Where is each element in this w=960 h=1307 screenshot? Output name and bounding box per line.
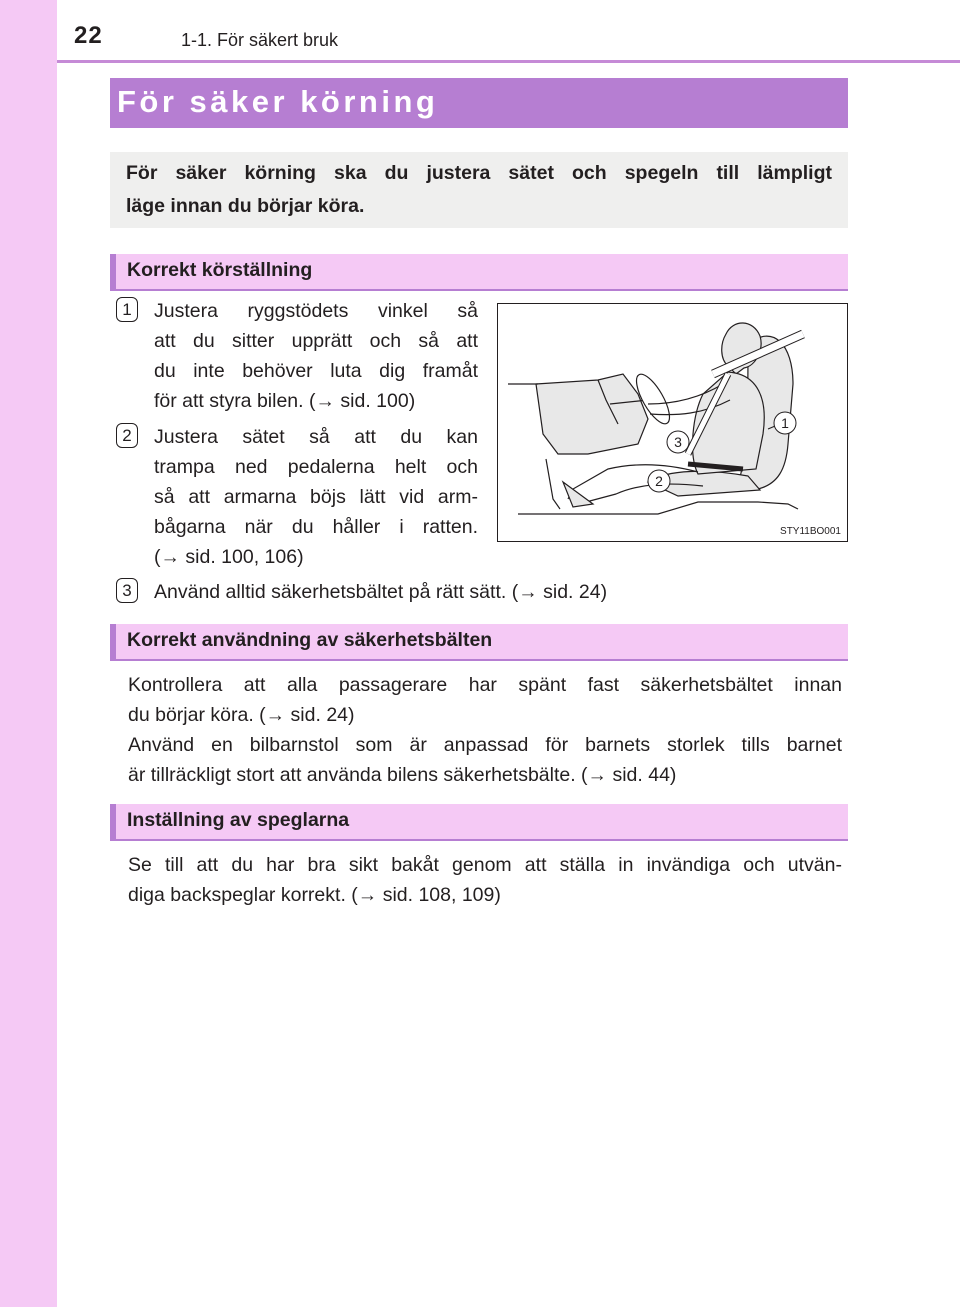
item-line: (→ sid. 100, 106) bbox=[154, 546, 304, 568]
paragraph-line: diga backspeglar korrekt. (→ sid. 108, 109) bbox=[128, 884, 501, 906]
subheading-marker bbox=[110, 254, 116, 291]
item-1-text bbox=[154, 296, 478, 416]
header-divider bbox=[57, 60, 960, 63]
section-label: 1-1. För säkert bruk bbox=[181, 30, 339, 50]
paragraph-line: Kontrollera att alla passagerare har spänt fast säkerhetsbältet innan bbox=[128, 674, 842, 696]
subheading-seatbelt-usage bbox=[110, 624, 848, 661]
item-line: Justera sätet så att du kan bbox=[154, 426, 478, 448]
subheading-marker bbox=[110, 624, 116, 661]
item-number-badge: 2 bbox=[116, 423, 138, 448]
item-line: för att styra bilen. (→ sid. 100) bbox=[154, 390, 416, 412]
illustration-code: STY11BO001 bbox=[780, 526, 841, 537]
item-line: att du sitter upprätt och så att bbox=[154, 330, 478, 352]
paragraph-line: Använd en bilbarnstol som är anpassad för barnets storlek tills barnet bbox=[128, 734, 842, 756]
driver-seat-drawing bbox=[498, 304, 847, 541]
subheading-text: Korrekt körställning bbox=[127, 259, 313, 281]
callout-1-label: 1 bbox=[781, 415, 789, 431]
page-title: För säker körning bbox=[117, 84, 439, 119]
subheading-mirror-adjustment bbox=[110, 804, 848, 841]
intro-line: läge innan du börjar köra. bbox=[126, 195, 365, 217]
item-number-badge: 1 bbox=[116, 297, 138, 322]
subheading-text: Korrekt användning av säkerhetsbälten bbox=[127, 629, 493, 651]
item-line: du inte behöver luta dig framåt bbox=[154, 360, 478, 382]
item-line: Justera ryggstödets vinkel så bbox=[154, 300, 478, 322]
item-3-text: Använd alltid säkerhetsbältet på rätt sätt. (→ sid. 24) bbox=[154, 581, 608, 603]
paragraph-line: är tillräckligt stort att använda bilens säkerhetsbälte. (→ sid. 44) bbox=[128, 764, 677, 786]
seatbelt-paragraph bbox=[128, 670, 842, 790]
paragraph-line: du börjar köra. (→ sid. 24) bbox=[128, 704, 355, 726]
paragraph-line: Se till att du har bra sikt bakåt genom att ställa in invändiga och utvän- bbox=[128, 854, 842, 876]
item-2-text bbox=[154, 422, 478, 572]
mirror-paragraph bbox=[128, 850, 842, 910]
callout-3-label: 3 bbox=[674, 434, 682, 450]
intro-text bbox=[126, 157, 832, 223]
intro-line: För säker körning ska du justera sätet och spegeln till lämpligt bbox=[126, 162, 832, 184]
page-number: 22 bbox=[74, 22, 103, 49]
item-number-badge: 3 bbox=[116, 578, 138, 603]
item-line: trampa ned pedalerna helt och bbox=[154, 456, 478, 478]
callout-2-label: 2 bbox=[655, 473, 663, 489]
side-tab-bar bbox=[0, 0, 57, 1307]
item-line: bågarna när du håller i ratten. bbox=[154, 516, 478, 538]
subheading-marker bbox=[110, 804, 116, 841]
subheading-text: Inställning av speglarna bbox=[127, 809, 350, 831]
driving-position-illustration bbox=[497, 303, 848, 542]
subheading-correct-driving-position bbox=[110, 254, 848, 291]
item-line: så att armarna böjs lätt vid arm- bbox=[154, 486, 478, 508]
